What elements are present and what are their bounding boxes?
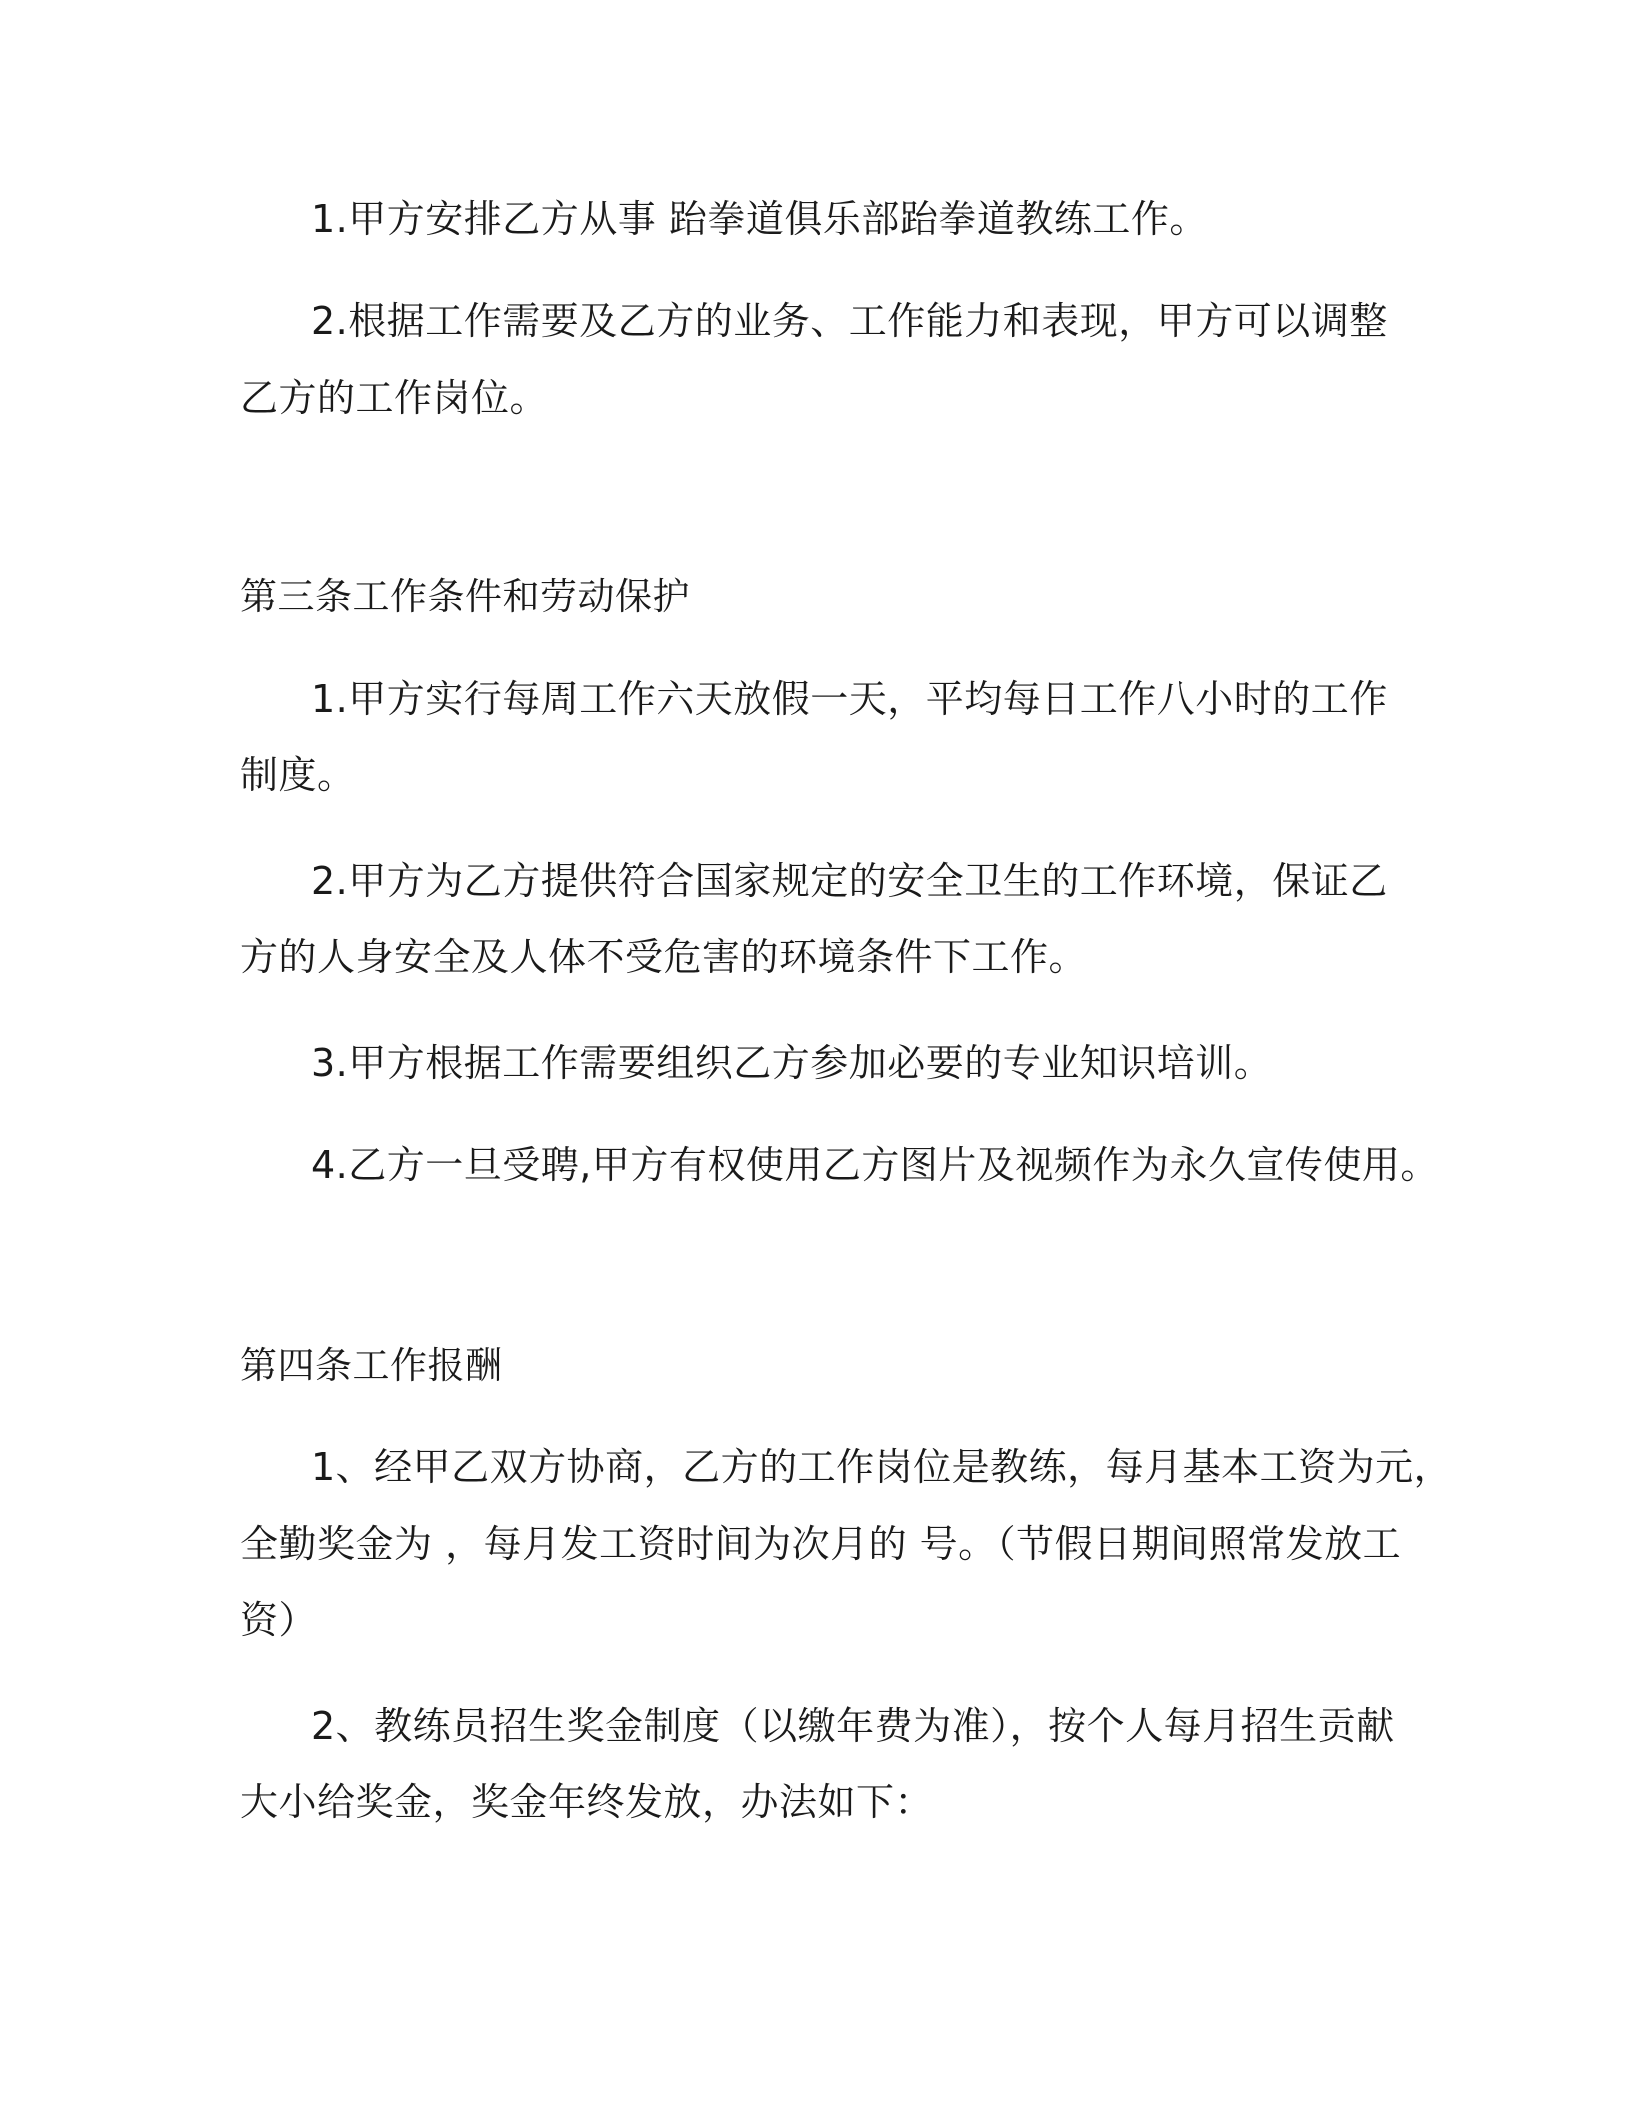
clause-3-item-4: 4.乙方一旦受聘,甲方有权使用乙方图片及视频作为永久宣传使用。	[311, 1143, 1439, 1187]
clause-4-item-1-line-3: 资）	[240, 1598, 318, 1642]
section-4-heading: 第四条工作报酬	[240, 1344, 503, 1387]
clause-3-item-1-line-1: 1.甲方实行每周工作六天放假一天，平均每日工作八小时的工作	[311, 677, 1388, 721]
clause-4-item-2-line-1: 2、教练员招生奖金制度（以缴年费为准），按个人每月招生贡献	[311, 1704, 1395, 1748]
clause-3-item-2-line-1: 2.甲方为乙方提供符合国家规定的安全卫生的工作环境，保证乙	[311, 859, 1388, 903]
clause-3-item-3: 3.甲方根据工作需要组织乙方参加必要的专业知识培训。	[311, 1041, 1273, 1085]
section-3-heading: 第三条工作条件和劳动保护	[240, 575, 690, 618]
clause-4-item-2-line-2: 大小给奖金，奖金年终发放，办法如下：	[240, 1780, 934, 1824]
clause-3-item-1-line-2: 制度。	[240, 753, 356, 797]
clause-4-item-1-line-2: 全勤奖金为 ，每月发工资时间为次月的 号。（节假日期间照常发放工	[240, 1522, 1402, 1566]
clause-2-item-2-line-2: 乙方的工作岗位。	[240, 376, 549, 420]
clause-2-item-1: 1.甲方安排乙方从事 跆拳道俱乐部跆拳道教练工作。	[311, 197, 1208, 241]
clause-2-item-2-line-1: 2.根据工作需要及乙方的业务、工作能力和表现，甲方可以调整	[311, 299, 1388, 343]
clause-3-item-2-line-2: 方的人身安全及人体不受危害的环境条件下工作。	[240, 935, 1088, 979]
clause-4-item-1-line-1: 1、经甲乙双方协商，乙方的工作岗位是教练，每月基本工资为元，	[311, 1445, 1453, 1489]
